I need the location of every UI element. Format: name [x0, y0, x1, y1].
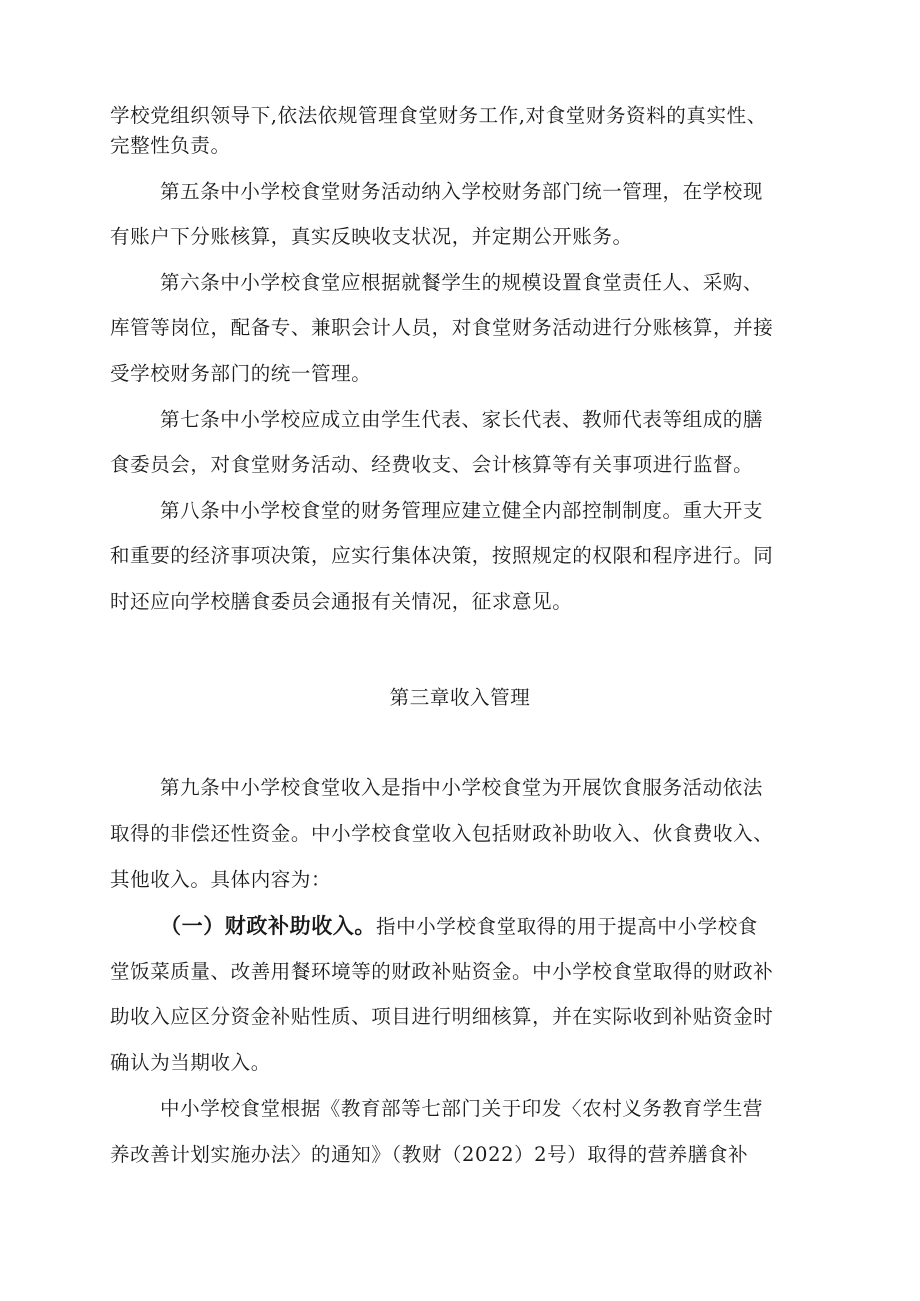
- article-9-line: 其他收入。具体内容为：: [110, 868, 332, 891]
- item-1-line: 堂饭菜质量、改善用餐环境等的财政补贴资金。中小学校食堂取得的财政补: [110, 960, 774, 983]
- article-7-line: 第七条中小学校应成立由学生代表、家长代表、教师代表等组成的膳: [160, 408, 764, 431]
- article-6-line: 第六条中小学校食堂应根据就餐学生的规模设置食堂责任人、采购、: [160, 271, 764, 294]
- paragraph-line: 完整性负责。: [110, 134, 231, 157]
- article-5-line: 有账户下分账核算，真实反映收支状况，并定期公开账务。: [110, 225, 633, 248]
- item-1-text: 指中小学校食堂取得的用于提高中小学校食: [376, 915, 758, 938]
- item-1-line: 确认为当期收入。: [110, 1051, 271, 1074]
- chapter-heading: 第三章收入管理: [389, 686, 531, 709]
- article-6-line: 受学校财务部门的统一管理。: [110, 362, 372, 385]
- article-8-line: 第八条中小学校食堂的财务管理应建立健全内部控制制度。重大开支: [160, 499, 764, 522]
- paragraph-line: 学校党组织领导下,依法依规管理食堂财务工作,对食堂财务资料的真实性、: [110, 104, 767, 127]
- subsidy-paragraph-line: 养改善计划实施办法〉的通知》（教财（2022）2号）取得的营养膳食补: [110, 1143, 749, 1166]
- item-1-line: [160, 911, 758, 942]
- article-6-line: 库管等岗位，配备专、兼职会计人员，对食堂财务活动进行分账核算，并接: [110, 316, 774, 339]
- subsidy-paragraph-line: 中小学校食堂根据《教育部等七部门关于印发〈农村义务教育学生营: [160, 1097, 764, 1120]
- item-1-line: 助收入应区分资金补贴性质、项目进行明细核算，并在实际收到补贴资金时: [110, 1005, 774, 1028]
- item-1-heading: （一）财政补助收入。: [160, 914, 376, 938]
- article-9-line: 第九条中小学校食堂收入是指中小学校食堂为开展饮食服务活动依法: [160, 776, 764, 799]
- article-8-line: 和重要的经济事项决策，应实行集体决策，按照规定的权限和程序进行。同: [110, 544, 774, 567]
- article-8-line: 时还应向学校膳食委员会通报有关情况，征求意见。: [110, 590, 573, 613]
- article-9-line: 取得的非偿还性资金。中小学校食堂收入包括财政补助收入、伙食费收入、: [110, 822, 774, 845]
- article-7-line: 食委员会，对食堂财务活动、经费收支、会计核算等有关事项进行监督。: [110, 453, 754, 476]
- article-5-line: 第五条中小学校食堂财务活动纳入学校财务部门统一管理，在学校现: [160, 180, 764, 203]
